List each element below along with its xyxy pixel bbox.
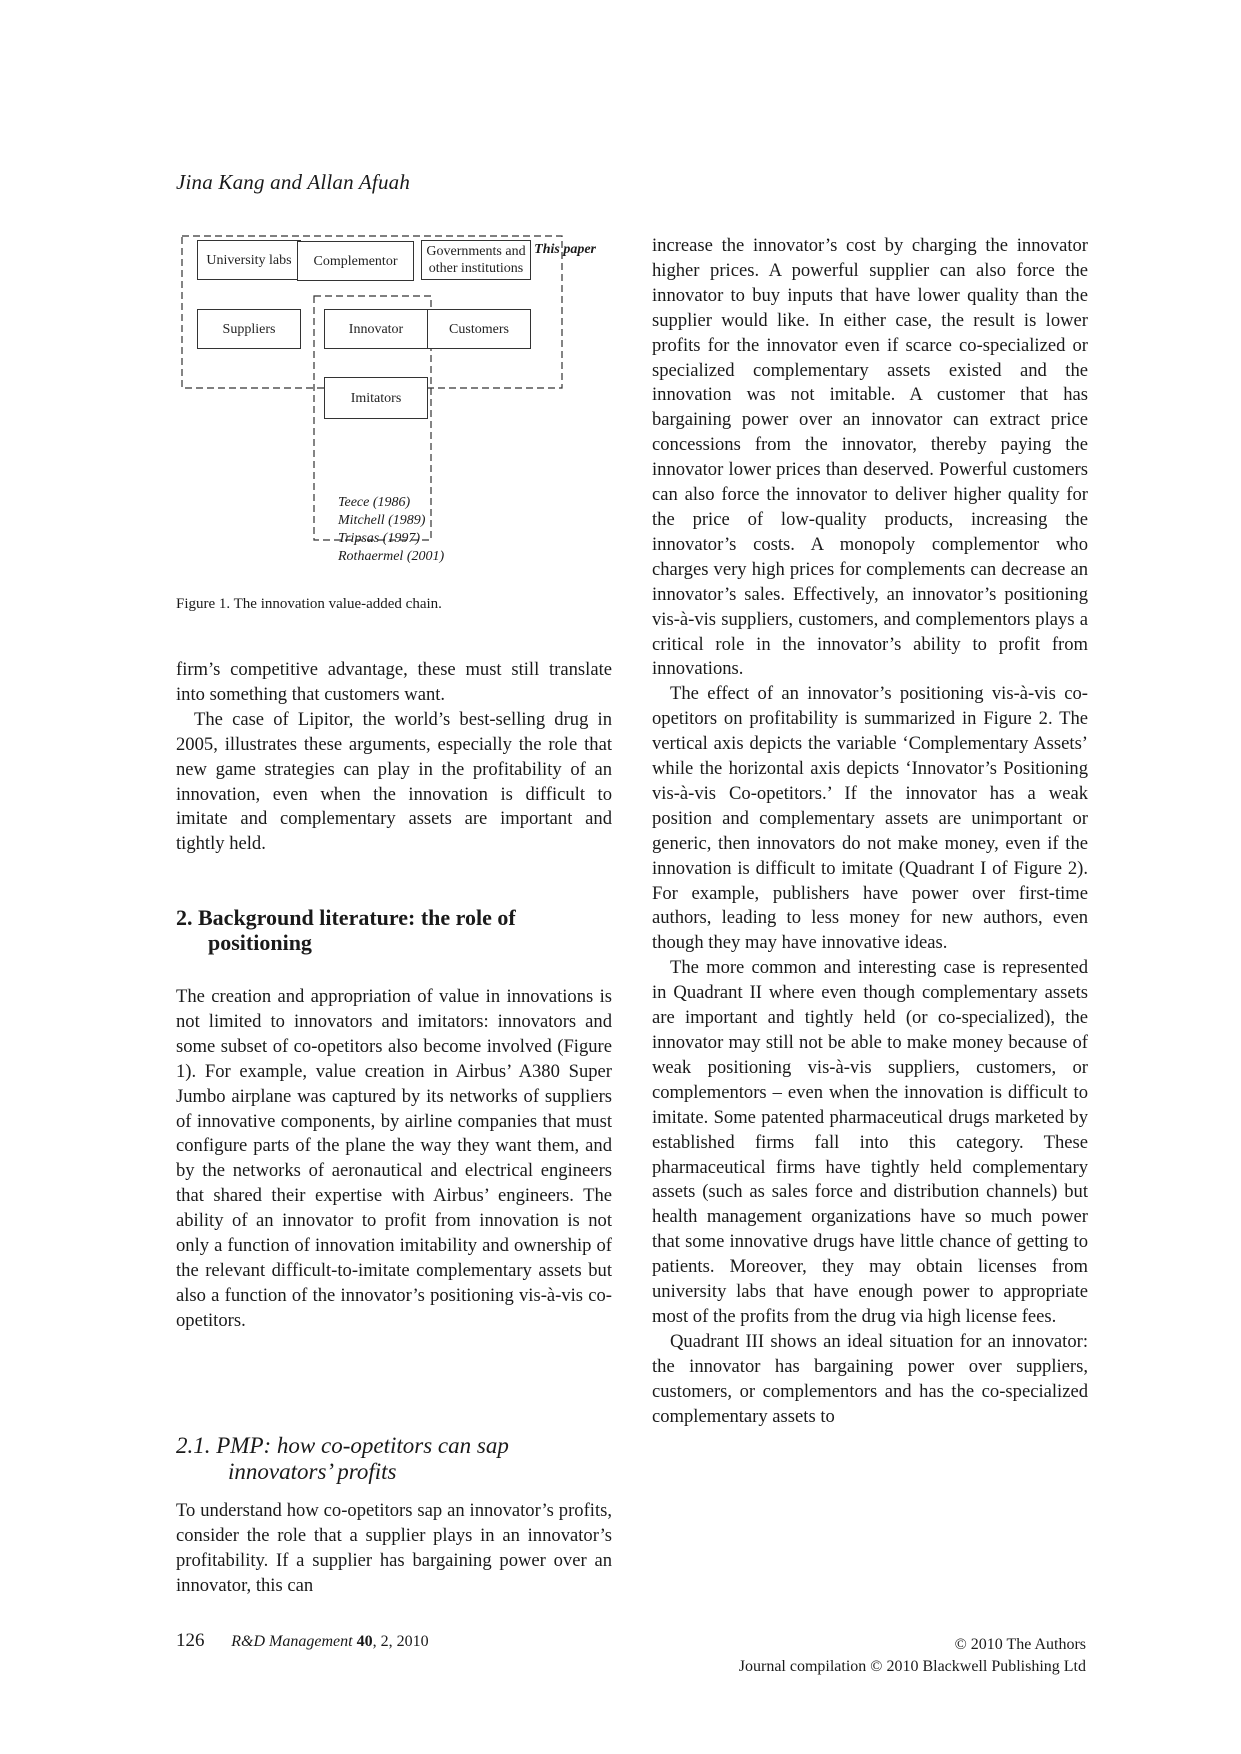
citation-item: Tripsas (1997): [338, 531, 421, 546]
journal-citation: [231, 1633, 428, 1650]
citation-item: Mitchell (1989): [338, 513, 426, 528]
paragraph: The more common and interesting case is represented in Quadrant II where even though complementary assets are important and tightly held (or co-specialized), the innovator may still not be able to make money because of weak positioning vis-à-vis suppliers, customers, or complementors – even when the innovation is difficult to imitate. Some patented pharmaceutical drugs marketed by established firms fall into this category. These pharmaceutical firms have tightly held complementary assets (such as sales force and distribution channels) but health management organizations have so much power that some innovative drugs have little chance of getting to patients. Moreover, they may obtain licenses from university labs that have enough power to appropriate most of the profits from the drug via high license fees.: [652, 957, 1088, 1327]
citation-list: [338, 494, 444, 566]
paragraph: firm’s competitive advantage, these must still translate into something that customers want.: [176, 659, 612, 705]
innovator-box: [324, 309, 428, 349]
footer-right: [739, 1634, 1086, 1678]
paragraph: The case of Lipitor, the world’s best-selling drug in 2005, illustrates these arguments, especially the role that new game strategies can play in the profitability of an innovation, even when the innovation is difficult to imitate and complementary assets are important and tightly held.: [176, 708, 612, 855]
paragraph: The effect of an innovator’s positioning vis-à-vis co-opetitors on profitability is summarized in Figure 2. The vertical axis depicts the variable ‘Complementary Assets’ while the horizontal axis depicts ‘Innovator’s Positioning vis-à-vis Co-opetitors.’ If the innovator has a weak position and complementary assets are unimportant or generic, then innovators do not make money, even if the innovation is difficult to imitate (Quadrant I of Figure 2). For example, publishers have power over first-time authors, leading to less money for new authors, even though they may have innovative ideas.: [652, 683, 1088, 954]
copyright-compilation: Journal compilation © 2010 Blackwell Publishing Ltd: [738, 1658, 1086, 1675]
university-labs-label: University labs: [206, 252, 292, 268]
paragraph: increase the innovator’s cost by charging the innovator higher prices. A powerful supplier can also force the innovator to buy inputs that have lower quality than the supplier would like. In either case, the result is lower profits for the innovator even if scarce co-specialized or specialized complementary assets existed and the innovation was not imitable. A customer that has bargaining power over an innovator can extract price concessions from the innovator, thereby paying the innovator lower prices than deserved. Powerful customers can also force the innovator to deliver higher quality for the price of low-quality products, increasing the innovator’s costs. A monopoly complementor who charges very high prices for complements can decrease an innovator’s sales. Effectively, an innovator’s positioning vis-à-vis suppliers, customers, and complementors plays a critical role in the innovator’s ability to profit from innovations.: [652, 235, 1088, 680]
innovator-label: Innovator: [348, 321, 404, 337]
complementor-label: Complementor: [313, 253, 398, 269]
running-head: Jina Kang and Allan Afuah: [176, 170, 411, 194]
page-number: 126: [176, 1630, 205, 1651]
governments-label: [426, 243, 525, 277]
imitators-box: [324, 377, 428, 419]
paragraph: Quadrant III shows an ideal situation for an innovator: the innovator has bargaining power over suppliers, customers, or complementors and has the co-specialized complementary assets to: [652, 1330, 1088, 1427]
this-paper-label: This paper: [534, 242, 596, 257]
citation-item: Rothaermel (2001): [338, 549, 445, 564]
journal-issue: , 2, 2010: [372, 1633, 429, 1650]
journal-name: R&D Management: [231, 1633, 353, 1650]
governments-label-line1: Governments and: [426, 244, 526, 259]
suppliers-label: Suppliers: [222, 321, 276, 337]
paragraph: The creation and appropriation of value in innovations is not limited to innovators and imitators: innovators and some subset of co-opetitors also become involved (Figure 1). For example, value creation in Airbus’ A380 Super Jumbo airplane was captured by its networks of suppliers of innovative components, by airline companies that must configure parts of the plane the way they want them, and by the networks of aeronautical and electrical engineers that shared their expertise with Airbus’ engineers. The ability of an innovator to profit from innovation is not only a function of innovation imitability and ownership of the relevant difficult-to-imitate complementary assets but also a function of the innovator’s positioning vis-à-vis co-opetitors.: [176, 986, 612, 1331]
suppliers-box: [197, 309, 301, 349]
university-labs-box: [197, 240, 301, 280]
figure-value-chain: [176, 232, 616, 592]
copyright-authors: © 2010 The Authors: [954, 1636, 1086, 1653]
subsection-heading: 2.1. PMP: how co-opetitors can sap innovators’ profits: [176, 1433, 509, 1484]
imitators-label: Imitators: [350, 390, 402, 406]
left-column-section-body: [176, 985, 612, 1334]
customers-box: [427, 309, 531, 349]
section-heading: 2. Background literature: the role of positioning: [176, 905, 516, 955]
journal-volume: 40: [356, 1633, 373, 1650]
paragraph: To understand how co-opetitors sap an innovator’s profits, consider the role that a supplier plays in an innovator’s profitability. If a supplier has bargaining power over an innovator, this can: [176, 1500, 612, 1596]
governments-label-line2: other institutions: [428, 261, 524, 276]
figure-caption: Figure 1. The innovation value-added chain.: [176, 596, 442, 612]
customers-label: Customers: [449, 321, 509, 337]
footer-left: [176, 1630, 429, 1652]
complementor-box: [297, 241, 414, 281]
right-column: [652, 234, 1088, 1430]
governments-box: [421, 240, 531, 280]
left-column-subsection-body: [176, 1499, 612, 1599]
citation-item: Teece (1986): [338, 495, 411, 510]
left-column-intro: [176, 658, 612, 857]
